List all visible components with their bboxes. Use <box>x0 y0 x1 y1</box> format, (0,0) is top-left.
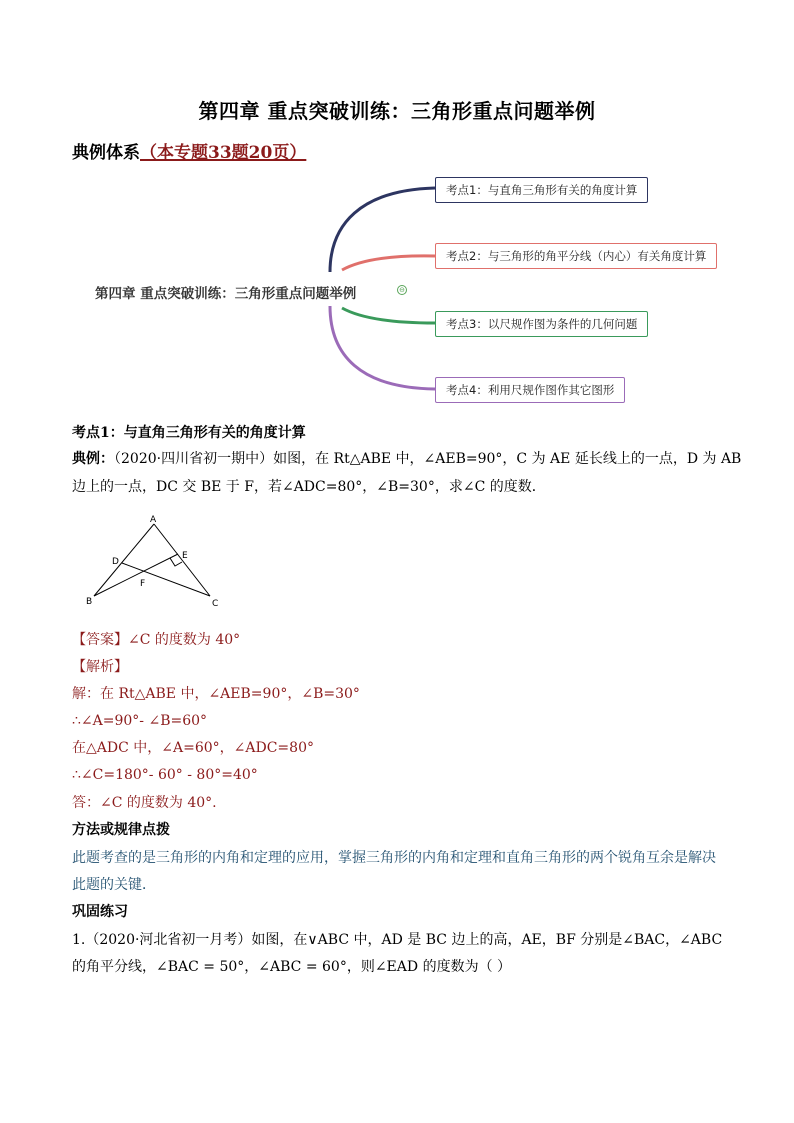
example-label: 典例： <box>72 451 114 467</box>
example-line-1 <box>72 446 741 473</box>
triangle-figure <box>82 510 232 615</box>
mindmap-branches <box>0 0 794 420</box>
answer-line <box>72 627 240 654</box>
label-a: A <box>150 515 157 525</box>
mindmap-node-4[interactable]: 考点4：利用尺规作图作其它图形 <box>435 377 625 403</box>
label-b: B <box>86 597 93 607</box>
collapse-icon[interactable]: ⊖ <box>397 285 407 295</box>
branch-3 <box>342 308 435 323</box>
method-text-1: 此题考查的是三角形的内角和定理的应用，掌握三角形的内角和定理和直角三角形的两个锐角互余是解决 <box>72 850 716 866</box>
section-heading: 考点1：与直角三角形有关的角度计算 <box>72 425 306 441</box>
mindmap-node-1[interactable]: 考点1：与直角三角形有关的角度计算 <box>435 177 648 203</box>
method-text-2: 此题的关键． <box>72 877 156 893</box>
solution-step-2: ∴∠A=90°- ∠B=60° <box>72 713 208 729</box>
branch-2 <box>342 256 435 270</box>
consolidate-heading: 巩固练习 <box>72 904 128 920</box>
solution-step-4: ∴∠C=180°- 60° - 80°=40° <box>72 767 258 783</box>
question-1-line-2: 的角平分线，∠BAC = 50°，∠ABC = 60°，则∠EAD 的度数为（ ） <box>72 959 512 975</box>
label-d: D <box>112 557 119 567</box>
example-line-2: 边上的一点，DC 交 BE 于 F，若∠ADC=80°，∠B=30°，求∠C 的度数． <box>72 479 546 495</box>
mindmap-node-2[interactable]: 考点2：与三角形的角平分线（内心）有关角度计算 <box>435 243 717 269</box>
solution-step-1: 解：在 Rt△ABE 中，∠AEB=90°，∠B=30° <box>72 686 360 702</box>
analysis-tag: 【解析】 <box>72 659 128 675</box>
mindmap-node-3[interactable]: 考点3：以尺规作图为条件的几何问题 <box>435 311 648 337</box>
question-1-line-1: 1.（2020·河北省初一月考）如图，在∨ABC 中，AD 是 BC 边上的高，AE，BF 分别是∠BAC，∠ABC <box>72 932 723 948</box>
page-title: 第四章 重点突破训练：三角形重点问题举例 <box>198 99 596 123</box>
answer-text: ∠C 的度数为 40° <box>128 632 241 648</box>
label-f: F <box>140 579 146 589</box>
label-e: E <box>182 551 188 561</box>
solution-step-3: 在△ADC 中，∠A=60°，∠ADC=80° <box>72 740 314 756</box>
system-label: 典例体系 <box>72 143 140 163</box>
system-scope: （本专题33题20页） <box>140 143 307 163</box>
label-c: C <box>212 599 219 609</box>
solution-step-5: 答：∠C 的度数为 40°. <box>72 795 217 811</box>
answer-tag: 【答案】 <box>72 632 128 648</box>
method-heading: 方法或规律点拨 <box>72 822 170 838</box>
mindmap-root: 第四章 重点突破训练：三角形重点问题举例 <box>95 286 357 302</box>
example-text-1: （2020·四川省初一期中）如图，在 Rt△ABE 中，∠AEB=90°，C 为 AE 延长线上的一点，D 为 AB <box>114 451 742 467</box>
